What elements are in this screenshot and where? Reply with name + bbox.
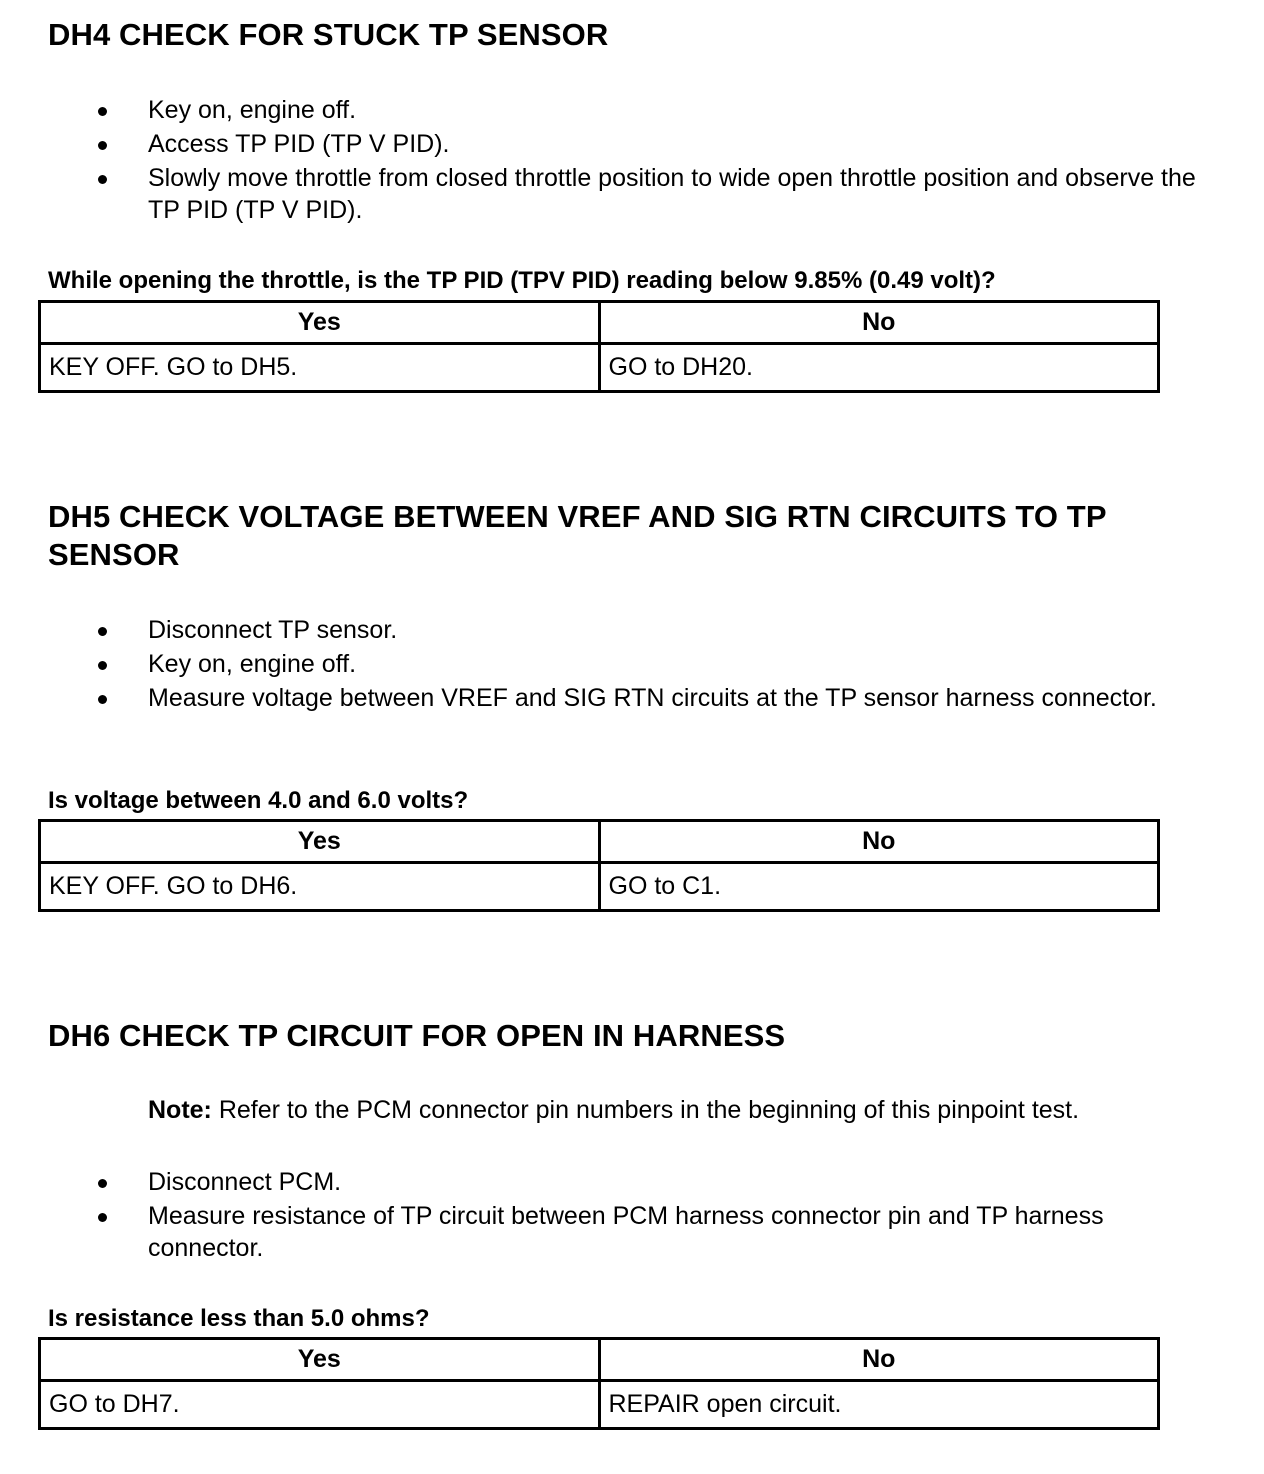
question: Is voltage between 4.0 and 6.0 volts? [48,787,469,814]
bullet-icon [98,1213,107,1222]
bullet-icon [98,141,107,150]
answer-table [38,300,1160,393]
yes-header: Yes [40,821,600,863]
step-text: Slowly move throttle from closed throttle position to wide open throttle position and observe the TP PID (TP V PID). [148,164,1196,224]
bullet-icon [98,627,107,636]
step-list [0,94,1264,228]
note [148,1094,1079,1126]
table-header-row [40,1339,1159,1381]
list-item [0,162,1264,226]
no-header: No [599,1339,1159,1381]
table-header-row [40,821,1159,863]
question: Is resistance less than 5.0 ohms? [48,1305,430,1332]
table-row [40,1381,1159,1429]
table-row [40,344,1159,392]
note-label: Note: [148,1096,212,1124]
bullet-icon [98,175,107,184]
bullet-icon [98,695,107,704]
no-cell: GO to DH20. [599,344,1159,392]
section-heading: DH4 CHECK FOR STUCK TP SENSOR [48,17,609,52]
yes-cell: KEY OFF. GO to DH5. [40,344,600,392]
table-row [40,863,1159,911]
list-item [0,94,1264,126]
question: While opening the throttle, is the TP PID (TPV PID) reading below 9.85% (0.49 volt)? [48,267,996,294]
no-cell: GO to C1. [599,863,1159,911]
list-item [0,128,1264,160]
bullet-icon [98,1179,107,1188]
step-list [0,1166,1264,1266]
step-text: Disconnect PCM. [148,1168,342,1196]
answer-table [38,1337,1160,1430]
step-list [0,614,1264,716]
step-text: Key on, engine off. [148,96,357,124]
step-text: Access TP PID (TP V PID). [148,130,450,158]
list-item [0,614,1264,646]
yes-header: Yes [40,302,600,344]
step-text: Measure resistance of TP circuit between PCM harness connector pin and TP harness connector. [148,1202,1104,1262]
list-item [0,1166,1264,1198]
yes-cell: GO to DH7. [40,1381,600,1429]
step-text: Disconnect TP sensor. [148,616,398,644]
list-item [0,648,1264,680]
bullet-icon [98,107,107,116]
no-header: No [599,821,1159,863]
yes-header: Yes [40,1339,600,1381]
section-heading: DH5 CHECK VOLTAGE BETWEEN VREF AND SIG RTN CIRCUITS TO TP SENSOR [48,499,1107,572]
note-text: Refer to the PCM connector pin numbers in the beginning of this pinpoint test. [211,1096,1080,1124]
answer-table [38,819,1160,912]
list-item [0,1200,1264,1264]
step-text: Measure voltage between VREF and SIG RTN circuits at the TP sensor harness connector. [148,684,1157,712]
section-heading: DH6 CHECK TP CIRCUIT FOR OPEN IN HARNESS [48,1018,786,1053]
no-header: No [599,302,1159,344]
bullet-icon [98,661,107,670]
step-text: Key on, engine off. [148,650,357,678]
table-header-row [40,302,1159,344]
yes-cell: KEY OFF. GO to DH6. [40,863,600,911]
no-cell: REPAIR open circuit. [599,1381,1159,1429]
list-item [0,682,1264,714]
